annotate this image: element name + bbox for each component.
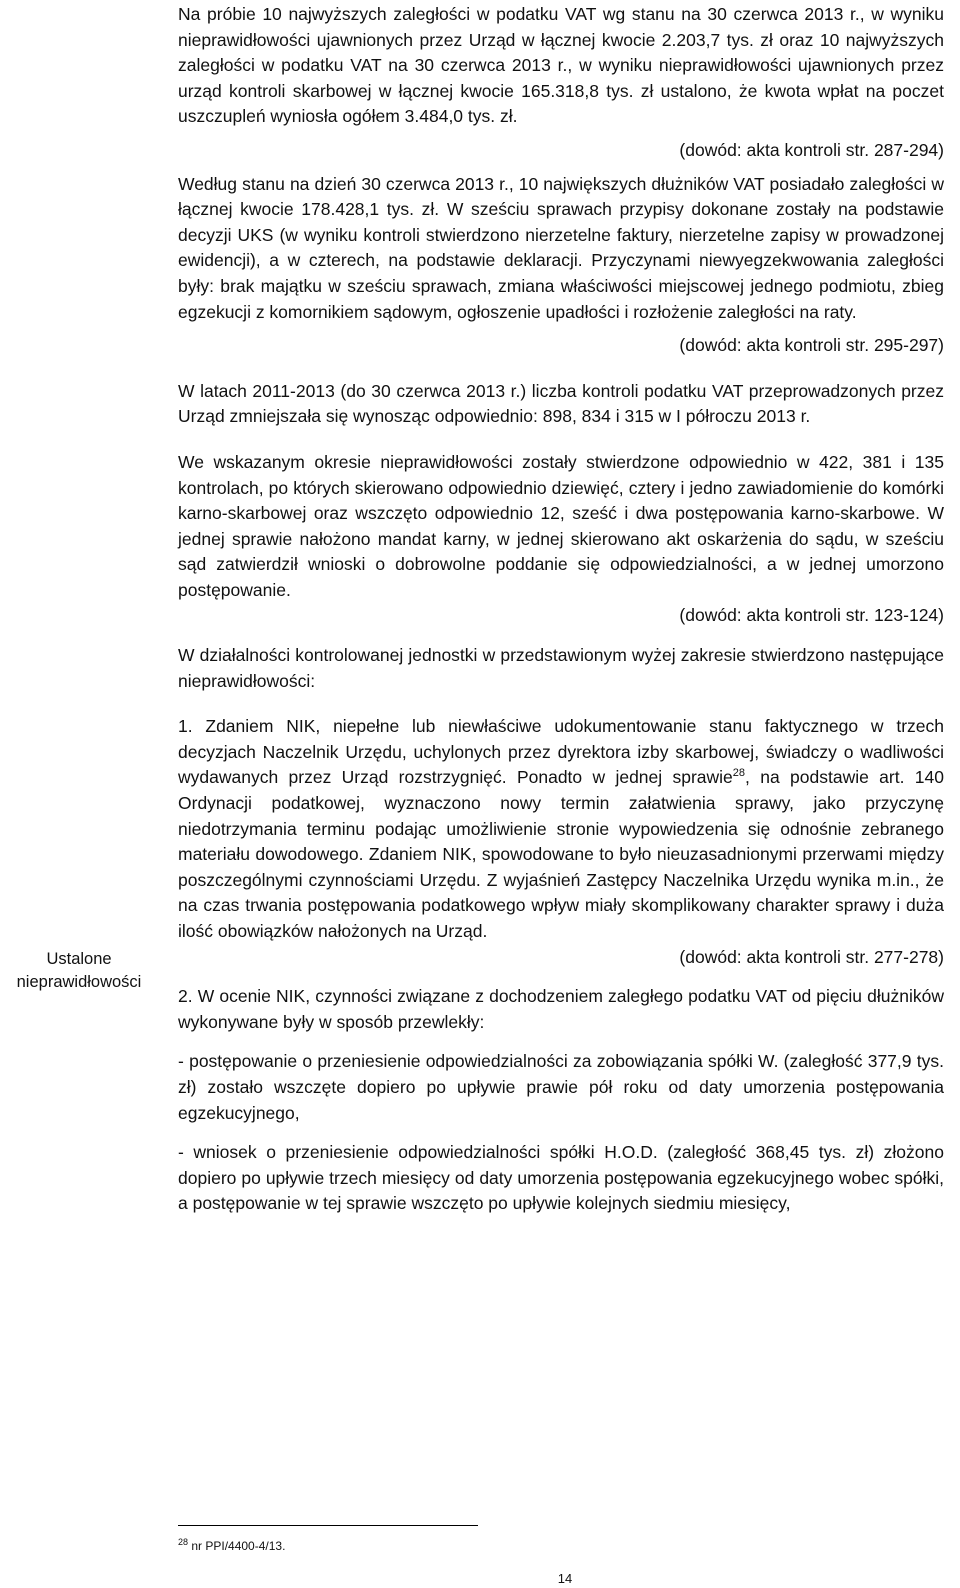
footnote bbox=[178, 1539, 285, 1554]
paragraph-irregularities-found: We wskazanym okresie nieprawidłowości zostały stwierdzone odpowiednio w 422, 381 i 135 kontrolach, po których skierowano odpowiednio dziewięć, cztery i jedno zawiadomienie do komórki karno-skarbowej oraz wszczęto odpowiednio 12, sześć i dwa postępowania karno-skarbowe. W jednej sprawie nałożono mandat karny, w jednej skierowano akt oskarżenia do sądu, w sześciu sąd zatwierdził wnioski o dobrowolne poddanie się odpowiedzialności, a w jednej umorzono postępowanie. bbox=[178, 451, 944, 600]
margin-label bbox=[0, 948, 158, 994]
evidence-reference: (dowód: akta kontroli str. 287-294) bbox=[679, 139, 944, 160]
paragraph-sample-arrears: Na próbie 10 najwyższych zaległości w podatku VAT wg stanu na 30 czerwca 2013 r., w wyniku nieprawidłowości ujawnionych przez Urząd w łącznej kwocie 2.203,7 tys. zł oraz 10 najwyższych zaległości w podatku VAT na 30 czerwca 2013 r., w wyniku nieprawidłowości ujawnionych przez urząd kontroli skarbowej w łącznej kwocie 165.318,8 tys. zł ustalono, że kwota wpłat na poczet uszczupleń wyniosła ogółem 3.484,0 tys. zł. bbox=[178, 4, 944, 127]
paragraph-finding-1 bbox=[178, 714, 944, 944]
main-text bbox=[178, 2, 944, 1217]
evidence-reference: (dowód: akta kontroli str. 277-278) bbox=[679, 946, 944, 967]
margin-label-line-1: Ustalone bbox=[46, 950, 112, 968]
paragraph-finding-2: 2. W ocenie NIK, czynności związane z dochodzeniem zaległego podatku VAT od pięciu dłużników wykonywane były w sposób przewlekły: bbox=[178, 986, 944, 1032]
margin-label-line-2: nieprawidłowości bbox=[16, 973, 142, 991]
finding-1-text-start: 1. Zdaniem NIK, niepełne lub niewłaściwe udokumentowanie stanu faktycznego w trzech decyzjach Naczelnik Urzędu, uchylonych przez dyrektora izby skarbowej, świadczy o wadliwości wydawanych przez Urząd rozstrzygnięć. Ponadto w jednej sprawie bbox=[178, 716, 944, 788]
footnote-number: 28 bbox=[178, 1537, 189, 1547]
evidence-reference: (dowód: akta kontroli str. 123-124) bbox=[679, 605, 944, 626]
footnote-reference: 28 bbox=[732, 767, 746, 780]
list-item-company-hod: - wniosek o przeniesienie odpowiedzialności spółki H.O.D. (zaległość 368,45 tys. zł) złożono dopiero po upływie trzech miesięcy od daty umorzenia postępowania egzekucyjnego wobec spółki, a postępowanie w tej sprawie wszczęto po upływie kolejnych siedmiu miesięcy, bbox=[178, 1142, 944, 1214]
finding-1-text-end: , na podstawie art. 140 Ordynacji podatkowej, wyznaczono nowy termin załatwienia sprawy, jako przyczynę niedotrzymania terminu podając umożliwienie stronie wypowiedzenia się odnośnie zebranego materiału dowodowego. Zdaniem NIK, spowodowane to było nieuzasadnionymi przerwami między poszczególnymi czynnościami Urzędu. Z wyjaśnień Zastępcy Naczelnika Urzędu wynika m.in., że na czas trwania postępowania podatkowego wpływ miały skomplikowany charakter sprawy i duża ilość obowiązków nałożonych na Urząd. bbox=[178, 767, 944, 941]
paragraph-largest-debtors: Według stanu na dzień 30 czerwca 2013 r., 10 największych dłużników VAT posiadało zaległości w łącznej kwocie 178.428,1 tys. zł. W sześciu sprawach przypisy dokonane zostały na podstawie decyzji UKS (w wyniku kontroli stwierdzono nierzetelne faktury, nierzetelne zapisy w prowadzonej ewidencji), a w czterech, na podstawie deklaracji. Przyczynami niewyegzekwowania zaległości były: brak majątku w sześciu sprawach, zmiana właściwości miejscowej jednego podmiotu, zbieg egzekucji z komornikiem sądowym, ogłoszenie upadłości i rozłożenie zaległości na raty. bbox=[178, 173, 944, 322]
evidence-reference: (dowód: akta kontroli str. 295-297) bbox=[679, 335, 944, 356]
page-number: 14 bbox=[557, 1571, 573, 1586]
list-item-company-w: - postępowanie o przeniesienie odpowiedzialności za zobowiązania spółki W. (zaległość 377,9 tys. zł) zostało wszczęte dopiero po upływie prawie pół roku od daty umorzenia postępowania egzekucyjnego, bbox=[178, 1051, 944, 1123]
footnote-separator bbox=[178, 1525, 478, 1526]
footnote-text: nr PPI/4400-4/13. bbox=[188, 1539, 286, 1553]
paragraph-findings-intro: W działalności kontrolowanej jednostki w przedstawionym wyżej zakresie stwierdzono następujące nieprawidłowości: bbox=[178, 645, 944, 691]
paragraph-vat-audits: W latach 2011-2013 (do 30 czerwca 2013 r.) liczba kontroli podatku VAT przeprowadzonych przez Urząd zmniejszała się wynosząc odpowiednio: 898, 834 i 315 w I półroczu 2013 r. bbox=[178, 380, 944, 427]
